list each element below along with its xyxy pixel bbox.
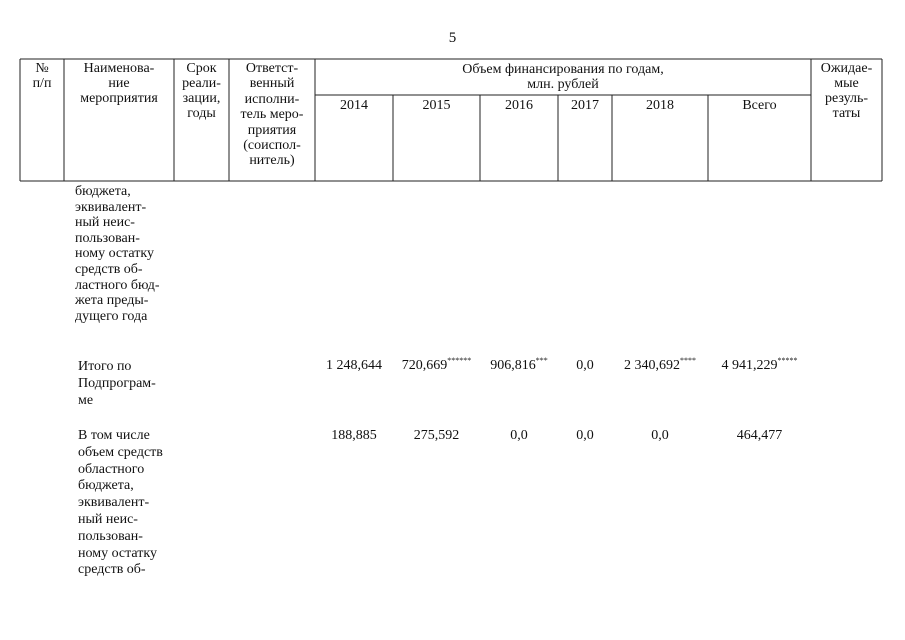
total-2016: 906,816***: [490, 356, 548, 373]
continuation-text: бюджета, эквивалент- ный неис- пользован- ному остатку средств об- ластного бюд- жета преды- дущего года: [75, 184, 160, 324]
total-2017: 0,0: [576, 358, 594, 373]
incl-2018: 0,0: [651, 428, 669, 443]
total-2015: 720,669******: [401, 356, 472, 373]
header-total: Всего: [742, 98, 777, 113]
total-all: 4 941,229*****: [721, 356, 798, 373]
incl-2015: 275,592: [413, 428, 460, 443]
header-col-responsible: Ответст- венный исполни- тель меро- приятия (соиспол- нитель): [240, 61, 304, 169]
header-col-finance: Объем финансирования по годам, млн. рублей: [462, 62, 664, 92]
header-year-2014: 2014: [340, 98, 368, 113]
page-number: 5: [448, 30, 457, 46]
header-col-number: № п/п: [32, 61, 52, 91]
header-col-name: Наименова- ние мероприятия: [80, 61, 158, 106]
header-year-2015: 2015: [422, 98, 451, 113]
total-row-label: Итого по Подпрограм- ме: [78, 359, 156, 408]
incl-2014: 188,885: [331, 428, 377, 443]
header-year-2017: 2017: [571, 98, 599, 113]
incl-row-label: В том числе объем средств областного бюджета, эквивалент- ный неис- пользован- ному остатку средств об-: [78, 428, 163, 578]
incl-total: 464,477: [736, 428, 783, 443]
incl-2017: 0,0: [576, 428, 594, 443]
total-2018: 2 340,692****: [624, 356, 696, 373]
incl-2016: 0,0: [510, 428, 528, 443]
header-col-term: Срок реали- зации, годы: [182, 61, 221, 121]
total-2014: 1 248,644: [326, 358, 382, 373]
header-year-2018: 2018: [646, 98, 674, 113]
header-col-result: Ожидае- мые резуль- таты: [820, 61, 873, 121]
header-year-2016: 2016: [505, 98, 533, 113]
